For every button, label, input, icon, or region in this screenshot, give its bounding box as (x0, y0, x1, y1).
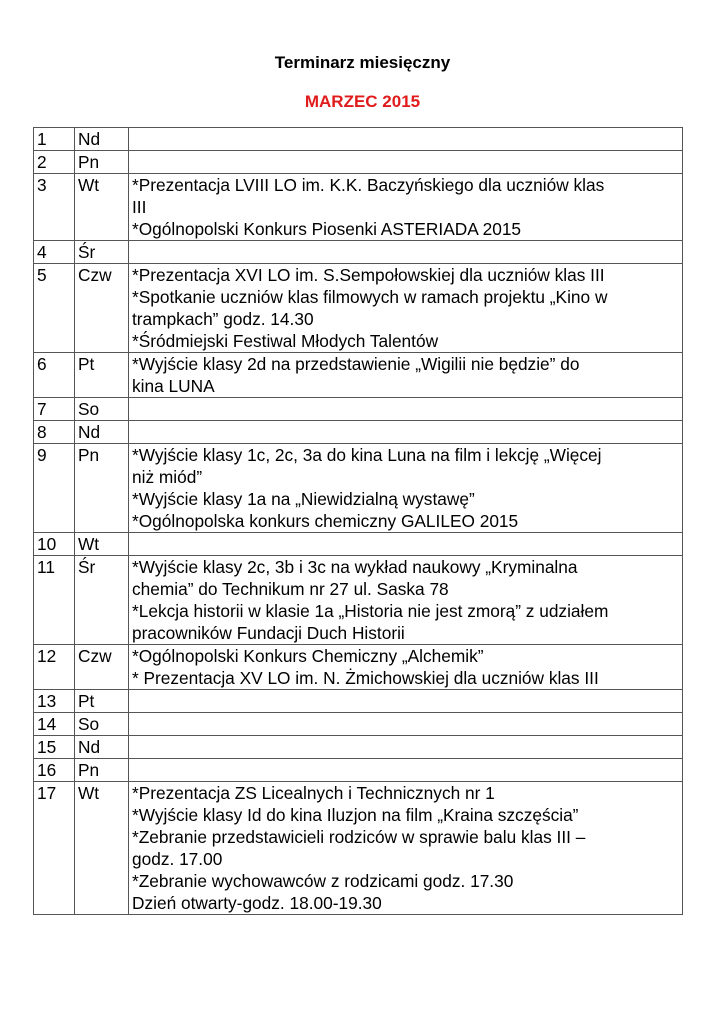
calendar-row (34, 421, 683, 444)
day-number-cell: 13 (34, 690, 75, 713)
day-number-cell: 10 (34, 533, 75, 556)
day-number-cell: 4 (34, 241, 75, 264)
day-number-cell: 3 (34, 174, 75, 241)
weekday-cell: Czw (75, 264, 129, 353)
calendar-row (34, 174, 683, 241)
calendar-row (34, 444, 683, 533)
weekday-cell: Wt (75, 782, 129, 915)
calendar-row (34, 241, 683, 264)
day-number-cell: 9 (34, 444, 75, 533)
event-line: *Zebranie wychowawców z rodzicami godz. 17.30 (132, 871, 514, 891)
event-line: trampkach” godz. 14.30 (132, 309, 314, 329)
events-cell (129, 782, 683, 915)
events-cell (129, 128, 683, 151)
event-line: III (132, 197, 147, 217)
weekday-cell: Pt (75, 690, 129, 713)
events-cell (129, 736, 683, 759)
event-line: *Spotkanie uczniów klas filmowych w ramach projektu „Kino w (132, 287, 608, 307)
calendar-row (34, 151, 683, 174)
weekday-cell: So (75, 398, 129, 421)
events-cell (129, 353, 683, 398)
day-number-cell: 6 (34, 353, 75, 398)
event-line: *Prezentacja ZS Licealnych i Technicznych nr 1 (132, 783, 495, 803)
calendar-row (34, 713, 683, 736)
event-line: *Wyjście klasy 1c, 2c, 3a do kina Luna na film i lekcję „Więcej (132, 445, 602, 465)
calendar-row (34, 128, 683, 151)
month-title: MARZEC 2015 (304, 92, 421, 111)
day-number-cell: 8 (34, 421, 75, 444)
events-cell (129, 713, 683, 736)
calendar-row (34, 556, 683, 645)
day-number-cell: 16 (34, 759, 75, 782)
calendar-row (34, 353, 683, 398)
event-line: kina LUNA (132, 376, 215, 396)
weekday-cell: Śr (75, 241, 129, 264)
event-line: *Wyjście klasy Id do kina Iluzjon na film „Kraina szczęścia” (132, 805, 579, 825)
calendar-row (34, 398, 683, 421)
day-number-cell: 11 (34, 556, 75, 645)
event-line: chemia” do Technikum nr 27 ul. Saska 78 (132, 579, 449, 599)
day-number-cell: 17 (34, 782, 75, 915)
weekday-cell: So (75, 713, 129, 736)
day-number-cell: 7 (34, 398, 75, 421)
weekday-cell: Pn (75, 151, 129, 174)
events-cell (129, 264, 683, 353)
event-line: *Zebranie przedstawicieli rodziców w sprawie balu klas III – (132, 827, 586, 847)
weekday-cell: Nd (75, 421, 129, 444)
events-cell (129, 690, 683, 713)
events-cell (129, 759, 683, 782)
day-number-cell: 15 (34, 736, 75, 759)
event-line: pracowników Fundacji Duch Historii (132, 623, 405, 643)
event-line: *Prezentacja XVI LO im. S.Sempołowskiej dla uczniów klas III (132, 265, 605, 285)
event-line: *Prezentacja LVIII LO im. K.K. Baczyńskiego dla uczniów klas (132, 175, 605, 195)
document-title: Terminarz miesięczny (274, 53, 451, 72)
event-line: *Śródmiejski Festiwal Młodych Talentów (132, 331, 439, 351)
events-cell (129, 556, 683, 645)
weekday-cell: Śr (75, 556, 129, 645)
day-number-cell: 14 (34, 713, 75, 736)
event-line: niż miód” (132, 467, 203, 487)
day-number-cell: 2 (34, 151, 75, 174)
event-line: *Ogólnopolski Konkurs Chemiczny „Alchemik” (132, 646, 484, 666)
events-cell (129, 151, 683, 174)
events-cell (129, 444, 683, 533)
events-cell (129, 241, 683, 264)
weekday-cell: Wt (75, 174, 129, 241)
calendar-row (34, 690, 683, 713)
day-number-cell: 1 (34, 128, 75, 151)
calendar-row (34, 533, 683, 556)
weekday-cell: Pt (75, 353, 129, 398)
weekday-cell: Czw (75, 645, 129, 690)
weekday-cell: Pn (75, 759, 129, 782)
calendar-row (34, 645, 683, 690)
day-number-cell: 12 (34, 645, 75, 690)
event-line: *Wyjście klasy 2c, 3b i 3c na wykład naukowy „Kryminalna (132, 557, 578, 577)
weekday-cell: Wt (75, 533, 129, 556)
events-cell (129, 533, 683, 556)
events-cell (129, 645, 683, 690)
calendar-row (34, 782, 683, 915)
calendar-row (34, 264, 683, 353)
calendar-body (34, 128, 683, 915)
weekday-cell: Pn (75, 444, 129, 533)
day-number-cell: 5 (34, 264, 75, 353)
events-cell (129, 398, 683, 421)
event-line: *Wyjście klasy 2d na przedstawienie „Wigilii nie będzie” do (132, 354, 580, 374)
event-line: godz. 17.00 (132, 849, 223, 869)
event-line: *Ogólnopolska konkurs chemiczny GALILEO 2015 (132, 511, 519, 531)
calendar-row (34, 736, 683, 759)
event-line: *Wyjście klasy 1a na „Niewidzialną wystawę” (132, 489, 475, 509)
event-line: Dzień otwarty-godz. 18.00-19.30 (132, 893, 382, 913)
events-cell (129, 421, 683, 444)
weekday-cell: Nd (75, 736, 129, 759)
weekday-cell: Nd (75, 128, 129, 151)
event-line: * Prezentacja XV LO im. N. Żmichowskiej dla uczniów klas III (132, 668, 599, 688)
event-line: *Ogólnopolski Konkurs Piosenki ASTERIADA 2015 (132, 219, 522, 239)
calendar-table (33, 127, 683, 915)
calendar-row (34, 759, 683, 782)
event-line: *Lekcja historii w klasie 1a „Historia nie jest zmorą” z udziałem (132, 601, 609, 621)
events-cell (129, 174, 683, 241)
